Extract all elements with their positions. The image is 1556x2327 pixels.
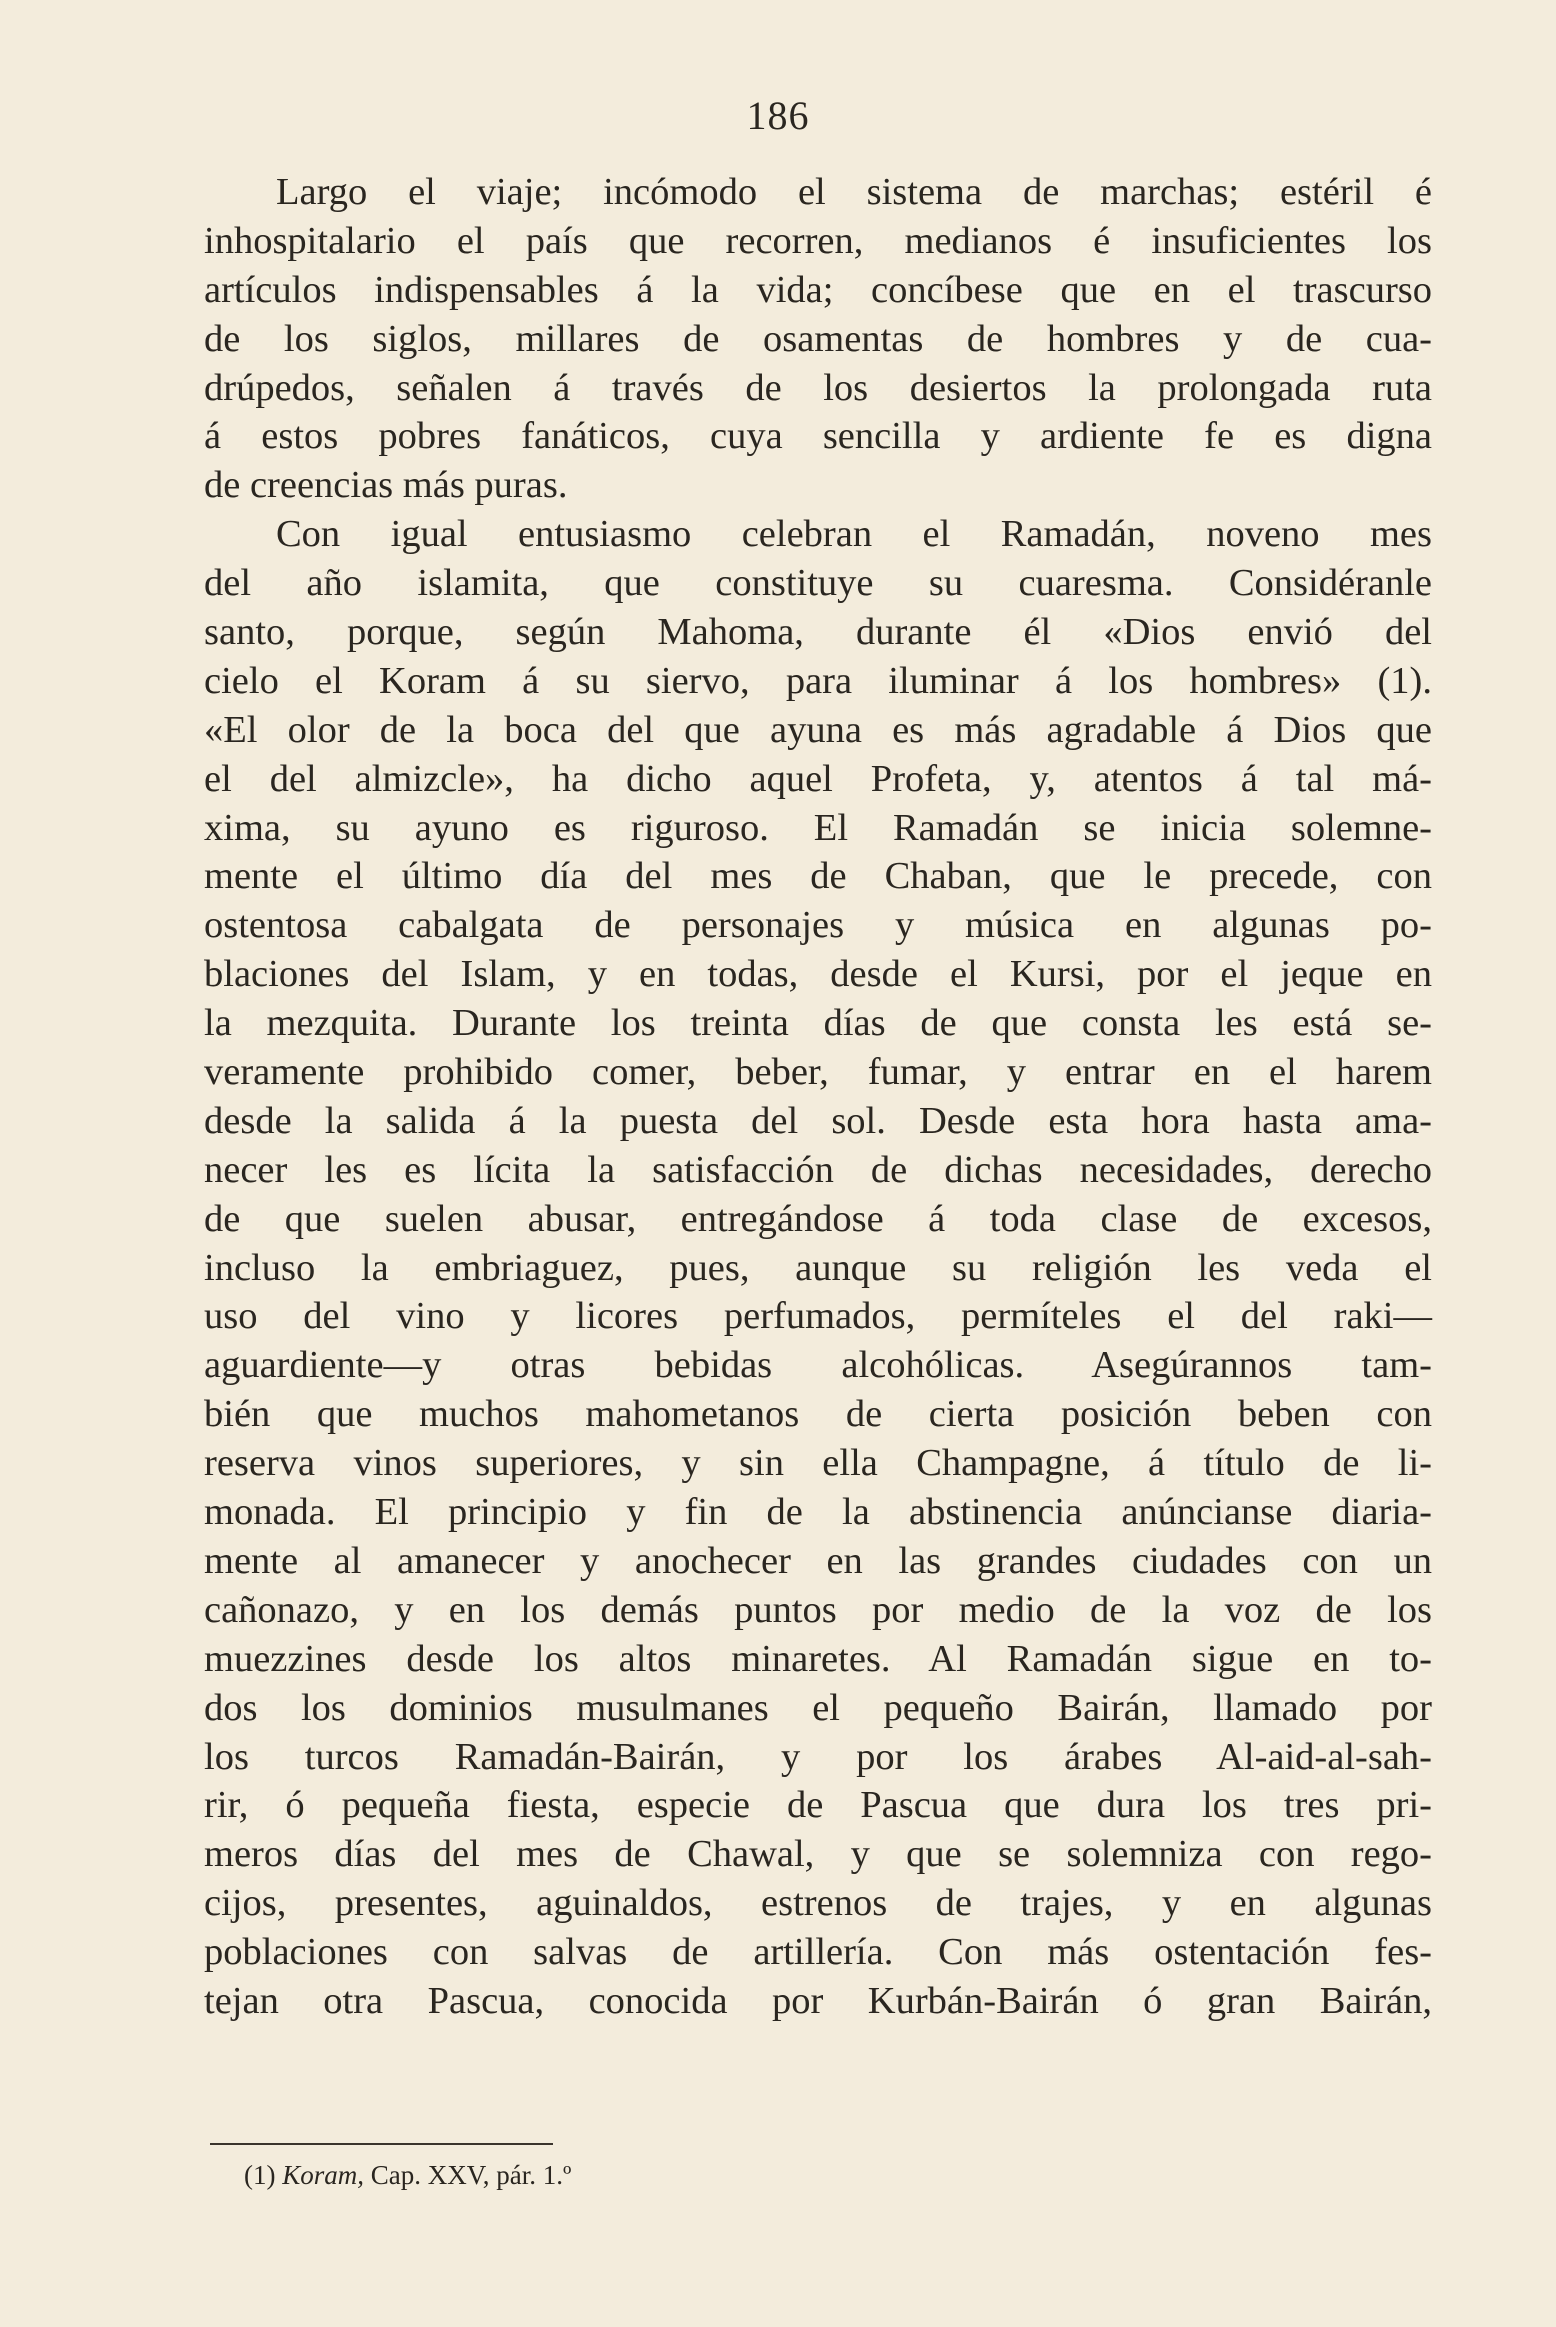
text-line: «El olor de la boca del que ayuna es más agradable á Dios que [204,708,1432,751]
text-line: á estos pobres fanáticos, cuya sencilla y ardiente fe es digna [204,415,1432,458]
text-line: cielo el Koram á su siervo, para iluminar á los hombres» (1). [204,659,1432,702]
text-line: cañonazo, y en los demás puntos por medio de la voz de los [204,1588,1432,1631]
footnote-divider [210,2143,553,2145]
footnote-italic: Koram, [282,2160,364,2190]
text-line: reserva vinos superiores, y sin ella Champagne, á título de li- [204,1442,1432,1485]
text-line: drúpedos, señalen á través de los desiertos la prolongada ruta [204,366,1432,409]
text-line: muezzines desde los altos minaretes. Al Ramadán sigue en to- [204,1637,1432,1680]
text-line: la mezquita. Durante los treinta días de que consta les está se- [204,1002,1432,1045]
text-line: santo, porque, según Mahoma, durante él «Dios envió del [204,611,1432,654]
text-line: blaciones del Islam, y en todas, desde el Kursi, por el jeque en [204,953,1432,996]
text-line: de que suelen abusar, entregándose á toda clase de excesos, [204,1197,1432,1240]
text-line: tejan otra Pascua, conocida por Kurbán-Bairán ó gran Bairán, [204,1979,1432,2022]
text-line: de creencias más puras. [204,464,568,507]
text-line: monada. El principio y fin de la abstinencia anúncianse diaria- [204,1491,1432,1534]
text-line: los turcos Ramadán-Bairán, y por los árabes Al-aid-al-sah- [204,1735,1432,1778]
text-line: aguardiente—y otras bebidas alcohólicas. Asegúrannos tam- [204,1344,1432,1387]
text-line: inhospitalario el país que recorren, medianos é insuficientes los [204,219,1432,262]
text-line: dos los dominios musulmanes el pequeño Bairán, llamado por [204,1686,1432,1729]
text-line: xima, su ayuno es riguroso. El Ramadán se inicia solemne- [204,806,1432,849]
text-line: Largo el viaje; incómodo el sistema de marchas; estéril é [276,171,1432,213]
page-number: 186 [746,93,810,138]
body-text [204,168,1432,2026]
text-line: Con igual entusiasmo celebran el Ramadán, noveno mes [276,513,1432,556]
footnote-reference: Cap. XXV, pár. 1.º [370,2160,572,2190]
text-line: bién que muchos mahometanos de cierta posición beben con [204,1393,1432,1436]
text-line: meros días del mes de Chawal, y que se solemniza con rego- [204,1833,1432,1876]
text-line: rir, ó pequeña fiesta, especie de Pascua que dura los tres pri- [204,1784,1432,1827]
text-line: mente al amanecer y anochecer en las grandes ciudades con un [204,1539,1432,1582]
text-line: poblaciones con salvas de artillería. Con más ostentación fes- [204,1931,1432,1974]
text-line: el del almizcle», ha dicho aquel Profeta, y, atentos á tal má- [204,757,1432,800]
text-line: ostentosa cabalgata de personajes y música en algunas po- [204,904,1432,947]
text-line: del año islamita, que constituye su cuaresma. Considéranle [204,562,1432,605]
text-line: necer les es lícita la satisfacción de dichas necesidades, derecho [204,1148,1432,1191]
text-line: de los siglos, millares de osamentas de hombres y de cua- [204,317,1432,360]
text-line: artículos indispensables á la vida; concíbese que en el trascurso [204,268,1432,311]
text-line: cijos, presentes, aguinaldos, estrenos de trajes, y en algunas [204,1882,1432,1925]
text-line: veramente prohibido comer, beber, fumar, y entrar en el harem [204,1051,1432,1094]
text-line: uso del vino y licores perfumados, permíteles el del raki— [204,1295,1432,1338]
text-line: mente el último día del mes de Chaban, que le precede, con [204,855,1432,898]
footnote-marker: (1) [244,2160,276,2190]
text-line: incluso la embriaguez, pues, aunque su religión les veda el [204,1246,1432,1289]
text-line: desde la salida á la puesta del sol. Desde esta hora hasta ama- [204,1099,1432,1142]
footnote [244,2155,571,2195]
